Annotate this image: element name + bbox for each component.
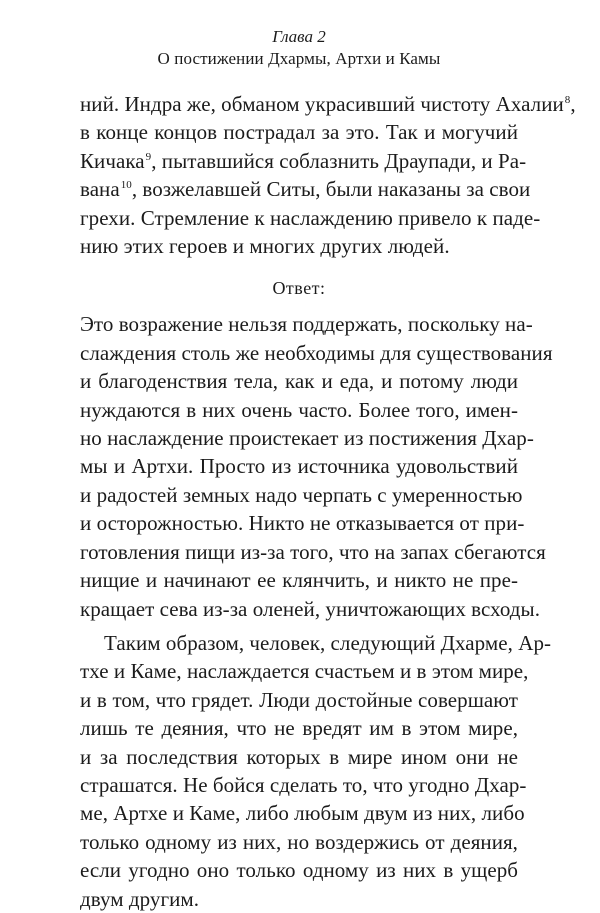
text-line: ме, Артхе и Каме, либо любым двум из них, либо <box>80 801 525 826</box>
text-line: если угодно оно только одному из них в ущерб <box>80 858 518 883</box>
text-line: и радостей земных надо черпать с умеренностью <box>80 482 523 507</box>
chapter-title: О постижении Дхармы, Артхи и Камы <box>157 49 441 68</box>
text-line: но наслаждение проистекает из постижения Дхар- <box>80 426 534 451</box>
text-line: грехи. Стремление к наслаждению привело к паде- <box>80 205 541 230</box>
text-line: Это возражение нельзя поддержать, поскольку на- <box>80 312 533 337</box>
text-line: мы и Артхи. Просто из источника удовольствий <box>80 454 518 479</box>
text-line: и в том, что грядет. Люди достойные совершают <box>80 687 518 712</box>
text-line: ний. Индра же, обманом украсивший чистоту Ахалии$^8$, <box>80 92 576 116</box>
text-line: лишь те деяния, что не вредят им в этом мире, <box>80 716 518 741</box>
text-line: Таким образом, человек, следующий Дхарме, Ар- <box>104 630 552 655</box>
text-line: страшатся. Не бойся сделать то, что угодно Дхар- <box>80 772 527 797</box>
text-line: только одному из них, но воздержись от деяния, <box>80 829 518 854</box>
text-line: нищие и начинают ее клянчить, и никто не пре- <box>80 568 518 593</box>
footnote-ref: 9 <box>145 150 152 163</box>
text-line: готовления пищи из-за того, что на запах сбегаются <box>80 539 546 564</box>
text-line: нию этих героев и многих других людей. <box>80 234 450 259</box>
text-line: двум другим. <box>80 886 200 911</box>
text-line: кращает сева из-за оленей, уничтожающих всходы. <box>80 596 541 621</box>
answer-heading: Ответ: <box>272 278 326 299</box>
text-line: нуждаются в них очень часто. Более того, имен- <box>80 397 518 422</box>
paragraph-answer <box>80 310 553 622</box>
paragraph-conclusion <box>80 629 552 913</box>
text-line: слаждения столь же необходимы для существования <box>80 340 553 365</box>
chapter-number: Глава 2 <box>272 27 326 46</box>
paragraph-continuation <box>80 90 576 260</box>
text-line: и благоденствия тела, как и еда, и потому люди <box>80 369 518 394</box>
text-line: и осторожностью. Никто не отказывается от при- <box>80 511 525 536</box>
text-line: вана$^{10}$, возжелавшей Ситы, были наказаны за свои <box>80 177 531 202</box>
page-header <box>80 26 518 70</box>
text-line: Кичака$^9$, пытавшийся соблазнить Драупади, и Ра- <box>80 148 527 173</box>
text-line: в конце концов пострадал за это. Так и могучий <box>80 120 518 145</box>
book-page <box>80 0 576 911</box>
footnote-ref: 8 <box>564 94 571 106</box>
footnote-ref: 10 <box>120 179 132 192</box>
text-line: тхе и Каме, наслаждается счастьем и в этом мире, <box>80 659 529 684</box>
text-line: и за последствия которых в мире ином они не <box>80 744 518 769</box>
